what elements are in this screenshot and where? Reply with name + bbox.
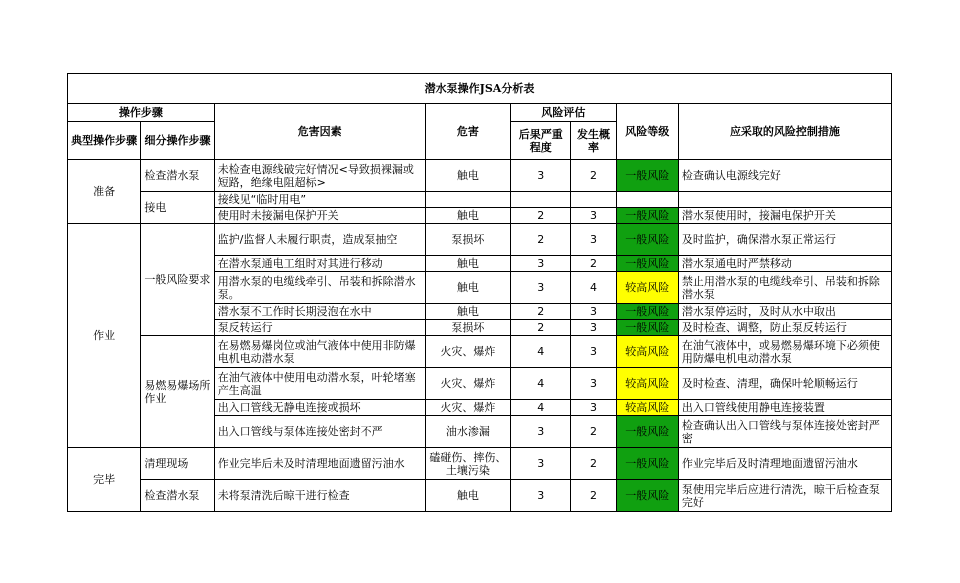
- substep-flammable-site: 易燃易爆场所作业: [141, 336, 214, 448]
- control-measure-cell: 及时监护，确保潜水泵正常运行: [678, 224, 891, 256]
- group-operate: 作业: [68, 224, 141, 448]
- probability-cell: 2: [571, 480, 616, 512]
- header-steps-group: 操作步骤: [68, 104, 215, 122]
- probability-cell: 3: [571, 336, 616, 368]
- control-measure-cell: 潜水泵停运时，及时从水中取出: [678, 304, 891, 320]
- probability-cell: 3: [571, 368, 616, 400]
- substep-check-pump-end: 检查潜水泵: [141, 480, 214, 512]
- hazard-cell: 触电: [425, 272, 510, 304]
- hazard-factor-cell: 使用时未接漏电保护开关: [214, 208, 425, 224]
- header-risk-level: 风险等级: [616, 104, 678, 160]
- probability-cell: 2: [571, 160, 616, 192]
- probability-cell: 3: [571, 400, 616, 416]
- risk-level-cell: 一般风险: [616, 320, 678, 336]
- risk-level-cell: 一般风险: [616, 208, 678, 224]
- risk-level-cell: 一般风险: [616, 448, 678, 480]
- severity-cell: 4: [511, 368, 571, 400]
- control-measure-cell: 检查确认电源线完好: [678, 160, 891, 192]
- probability-cell: [571, 192, 616, 208]
- severity-cell: 3: [511, 448, 571, 480]
- severity-cell: 4: [511, 336, 571, 368]
- probability-cell: 3: [571, 320, 616, 336]
- hazard-factor-cell: 未将泵清洗后晾干进行检查: [214, 480, 425, 512]
- substep-power-connect: 接电: [141, 192, 214, 224]
- hazard-factor-cell: 监护/监督人未履行职责，造成泵抽空: [214, 224, 425, 256]
- severity-cell: 2: [511, 208, 571, 224]
- control-measure-cell: 潜水泵通电时严禁移动: [678, 256, 891, 272]
- severity-cell: 2: [511, 304, 571, 320]
- probability-cell: 4: [571, 272, 616, 304]
- group-prepare: 准备: [68, 160, 141, 224]
- hazard-factor-cell: 在油气液体中使用电动潜水泵，叶轮堵塞产生高温: [214, 368, 425, 400]
- hazard-factor-cell: 未检查电源线破完好情况<导致损裸漏或短路，绝缘电阻超标>: [214, 160, 425, 192]
- severity-cell: 2: [511, 320, 571, 336]
- risk-level-cell: 较高风险: [616, 400, 678, 416]
- severity-cell: 3: [511, 256, 571, 272]
- hazard-cell: 触电: [425, 256, 510, 272]
- header-risk-eval-group: 风险评估: [511, 104, 616, 122]
- substep-general-risk: 一般风险要求: [141, 224, 214, 336]
- risk-level-cell: [616, 192, 678, 208]
- hazard-cell: 泵损坏: [425, 320, 510, 336]
- control-measure-cell: 作业完毕后及时清理地面遗留污油水: [678, 448, 891, 480]
- hazard-cell: 触电: [425, 304, 510, 320]
- severity-cell: 3: [511, 416, 571, 448]
- control-measure-cell: 检查确认出入口管线与泵体连接处密封严密: [678, 416, 891, 448]
- substep-clean-site: 清理现场: [141, 448, 214, 480]
- control-measure-cell: 及时检查、调整，防止泵反转运行: [678, 320, 891, 336]
- risk-level-cell: 一般风险: [616, 256, 678, 272]
- control-measure-cell: 禁止用潜水泵的电缆线牵引、吊装和拆除潜水泵: [678, 272, 891, 304]
- substep-check-pump: 检查潜水泵: [141, 160, 214, 192]
- hazard-factor-cell: 潜水泵不工作时长期浸泡在水中: [214, 304, 425, 320]
- control-measure-cell: 在油气液体中，或易燃易爆环境下必须使用防爆电机电动潜水泵: [678, 336, 891, 368]
- probability-cell: 3: [571, 304, 616, 320]
- header-severity: 后果严重程度: [511, 122, 571, 160]
- hazard-factor-cell: 在易燃易爆岗位或油气液体中使用非防爆电机电动潜水泵: [214, 336, 425, 368]
- header-hazard: 危害: [425, 104, 510, 160]
- header-hazard-factor: 危害因素: [214, 104, 425, 160]
- risk-level-cell: 较高风险: [616, 368, 678, 400]
- risk-level-cell: 一般风险: [616, 224, 678, 256]
- hazard-factor-cell: 作业完毕后未及时清理地面遗留污油水: [214, 448, 425, 480]
- severity-cell: 4: [511, 400, 571, 416]
- control-measure-cell: [678, 192, 891, 208]
- hazard-factor-cell: 泵反转运行: [214, 320, 425, 336]
- risk-level-cell: 一般风险: [616, 416, 678, 448]
- risk-level-cell: 一般风险: [616, 160, 678, 192]
- group-finish: 完毕: [68, 448, 141, 512]
- risk-level-cell: 较高风险: [616, 336, 678, 368]
- severity-cell: 3: [511, 160, 571, 192]
- jsa-table: [67, 73, 892, 512]
- hazard-cell: 触电: [425, 160, 510, 192]
- hazard-cell: 磕碰伤、摔伤、土壤污染: [425, 448, 510, 480]
- hazard-cell: 火灾、爆炸: [425, 400, 510, 416]
- hazard-cell: 触电: [425, 208, 510, 224]
- risk-level-cell: 一般风险: [616, 304, 678, 320]
- hazard-cell: 油水渗漏: [425, 416, 510, 448]
- hazard-factor-cell: 出入口管线无静电连接或损坏: [214, 400, 425, 416]
- hazard-cell: 火灾、爆炸: [425, 368, 510, 400]
- probability-cell: 2: [571, 416, 616, 448]
- probability-cell: 3: [571, 224, 616, 256]
- header-control-measures: 应采取的风险控制措施: [678, 104, 891, 160]
- hazard-factor-cell: 出入口管线与泵体连接处密封不严: [214, 416, 425, 448]
- probability-cell: 2: [571, 448, 616, 480]
- hazard-cell: 触电: [425, 480, 510, 512]
- severity-cell: 2: [511, 224, 571, 256]
- header-probability: 发生概率: [571, 122, 616, 160]
- risk-level-cell: 一般风险: [616, 480, 678, 512]
- hazard-factor-cell: 接线见“临时用电”: [214, 192, 425, 208]
- severity-cell: 3: [511, 480, 571, 512]
- table-title: 潜水泵操作JSA分析表: [68, 74, 892, 104]
- probability-cell: 2: [571, 256, 616, 272]
- header-sub-step: 细分操作步骤: [141, 122, 214, 160]
- hazard-cell: 火灾、爆炸: [425, 336, 510, 368]
- severity-cell: 3: [511, 272, 571, 304]
- hazard-cell: [425, 192, 510, 208]
- control-measure-cell: 及时检查、清理，确保叶轮顺畅运行: [678, 368, 891, 400]
- control-measure-cell: 出入口管线使用静电连接装置: [678, 400, 891, 416]
- risk-level-cell: 较高风险: [616, 272, 678, 304]
- hazard-cell: 泵损坏: [425, 224, 510, 256]
- header-typical-step: 典型操作步骤: [68, 122, 141, 160]
- hazard-factor-cell: 在潜水泵通电工组时对其进行移动: [214, 256, 425, 272]
- hazard-factor-cell: 用潜水泵的电缆线牵引、吊装和拆除潜水泵。: [214, 272, 425, 304]
- control-measure-cell: 潜水泵使用时，接漏电保护开关: [678, 208, 891, 224]
- probability-cell: 3: [571, 208, 616, 224]
- control-measure-cell: 泵使用完毕后应进行清洗，晾干后检查泵完好: [678, 480, 891, 512]
- severity-cell: [511, 192, 571, 208]
